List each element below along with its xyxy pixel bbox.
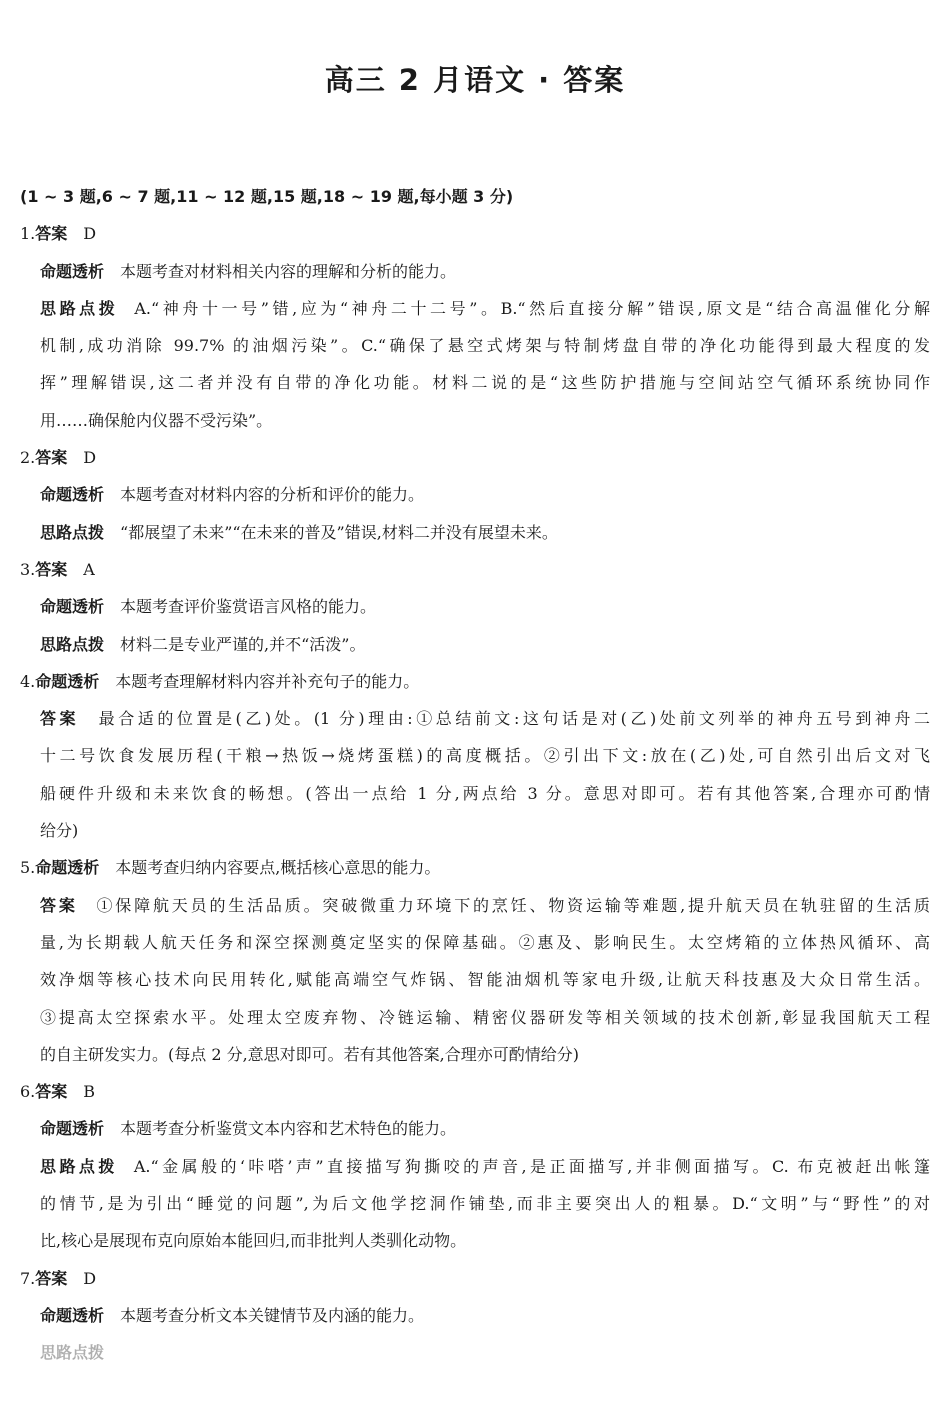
q1-answer-label: 答案: [35, 224, 68, 244]
q7-hint-cutoff: [20, 1334, 930, 1363]
q5-answer-line-5: 的自主研发实力。(每点 2 分,意思对即可。若有其他答案,合理亦可酌情给分): [40, 1044, 580, 1064]
q6-number: 6.: [20, 1082, 36, 1102]
q4-number: 4.: [20, 671, 36, 691]
q7-answer-value: D: [83, 1268, 97, 1288]
q7-hint-label: 思路点拨: [40, 1343, 105, 1363]
q2-analysis-row: [20, 476, 930, 513]
q3-analysis-row: [20, 588, 930, 625]
q2-hint-row: [20, 514, 930, 551]
q1-analysis-row: [20, 253, 930, 290]
q6-answer-value: B: [83, 1082, 96, 1102]
q7-number: 7.: [20, 1268, 36, 1288]
q3-analysis-text: 本题考查评价鉴赏语言风格的能力。: [120, 597, 377, 617]
q7-analysis-text: 本题考查分析文本关键情节及内涵的能力。: [120, 1305, 425, 1325]
q1-analysis-text: 本题考查对材料相关内容的理解和分析的能力。: [120, 261, 457, 281]
q1-hint-line-3: 挥”理解错误,这二者并没有自带的净化功能。材料二说的是“这些防护措施与空间站空气循环系统协同作: [40, 373, 930, 393]
q4-answer-line-2: 十二号饮食发展历程(干粮→热饭→烧烤蛋糕)的高度概括。②引出下文:放在(乙)处,可自然引出后文对飞: [40, 746, 930, 766]
q4-analysis-label: 命题透析: [35, 671, 100, 691]
q2-analysis-text: 本题考查对材料内容的分析和评价的能力。: [120, 485, 425, 505]
q5-number: 5.: [20, 858, 36, 878]
q3-hint-label: 思路点拨: [40, 634, 105, 654]
q7-analysis-label: 命题透析: [40, 1305, 105, 1325]
q5-answer-line-3: 效净烟等核心技术向民用转化,赋能高端空气炸锅、智能油烟机等家电升级,让航天科技惠及大众日常生活。: [40, 970, 930, 990]
q2-hint-text: “都展望了未来”“在未来的普及”错误,材料二并没有展望未来。: [120, 522, 558, 542]
q2-hint-label: 思路点拨: [40, 522, 105, 542]
q6-hint-text-1: A.“金属般的‘咔嗒’声”直接描写狗撕咬的声音,是正面描写,并非侧面描写。C. 布克被赶出帐篷: [133, 1156, 930, 1176]
q2-analysis-label: 命题透析: [40, 485, 105, 505]
q7-answer-row: [20, 1260, 930, 1297]
answer-content: [20, 178, 930, 1363]
q5-answer-line-1: [20, 887, 930, 924]
q2-answer-value: D: [83, 448, 97, 468]
q4-answer-line-3: 船硬件升级和未来饮食的畅想。(答出一点给 1 分,两点给 3 分。意思对即可。若有其他答案,合理亦可酌情: [40, 783, 930, 803]
q4-answer-line-1: [20, 700, 930, 737]
q5-answer-label: 答案: [40, 895, 78, 915]
q6-answer-label: 答案: [35, 1082, 68, 1102]
q5-answer-text-1: ①保障航天员的生活品质。突破微重力环境下的烹饪、物资运输等难题,提升航天员在轨驻留的生活质: [93, 895, 930, 915]
q5-analysis-row: [20, 849, 930, 886]
scoring-note: (1 ~ 3 题,6 ~ 7 题,11 ~ 12 题,15 题,18 ~ 19 题,每小题 3 分): [20, 187, 514, 206]
q7-analysis-row: [20, 1297, 930, 1334]
q2-answer-label: 答案: [35, 448, 68, 468]
page-title: 高三 2 月语文 · 答案: [324, 63, 626, 97]
q1-hint-line-2: 机制,成功消除 99.7% 的油烟污染”。C.“确保了悬空式烤架与特制烤盘自带的净化功能得到最大程度的发: [40, 336, 930, 356]
q1-answer-row: [20, 215, 930, 252]
q3-hint-text: 材料二是专业严谨的,并不“活泼”。: [120, 634, 366, 654]
q1-hint-label: 思路点拨: [40, 298, 119, 318]
q6-hint-label: 思路点拨: [40, 1156, 118, 1176]
q4-analysis-row: [20, 663, 930, 700]
q1-hint-line-4: 用……确保舱内仪器不受污染”。: [40, 410, 273, 430]
q5-analysis-label: 命题透析: [35, 858, 100, 878]
q6-analysis-label: 命题透析: [40, 1119, 105, 1139]
q6-answer-row: [20, 1073, 930, 1110]
q5-analysis-text: 本题考查归纳内容要点,概括核心意思的能力。: [115, 858, 441, 878]
q1-number: 1.: [20, 224, 36, 244]
q4-answer-label: 答案: [40, 709, 80, 729]
q7-answer-label: 答案: [35, 1268, 68, 1288]
q4-answer-text-1: 最合适的位置是(乙)处。(1 分)理由:①总结前文:这句话是对(乙)处前文列举的神舟五号到神舟二: [95, 709, 930, 729]
q3-answer-value: A: [83, 559, 95, 579]
q5-answer-line-4: ③提高太空探索水平。处理太空废弃物、冷链运输、精密仪器研发等相关领域的技术创新,彰显我国航天工程: [40, 1007, 930, 1027]
q5-answer-line-2: 量,为长期载人航天任务和深空探测奠定坚实的保障基础。②惠及、影响民生。太空烤箱的立体热风循环、高: [40, 932, 930, 952]
q6-analysis-text: 本题考查分析鉴赏文本内容和艺术特色的能力。: [120, 1119, 457, 1139]
q6-hint-line-1: [20, 1148, 930, 1185]
q2-number: 2.: [20, 448, 36, 468]
q1-hint-line-1: [20, 290, 930, 327]
q4-analysis-text: 本题考查理解材料内容并补充句子的能力。: [115, 671, 420, 691]
q3-hint-row: [20, 626, 930, 663]
q3-number: 3.: [20, 559, 36, 579]
q6-analysis-row: [20, 1110, 930, 1147]
q1-answer-value: D: [83, 224, 97, 244]
q1-analysis-label: 命题透析: [40, 261, 105, 281]
q1-hint-text-1: A.“神舟十一号”错,应为“神舟二十二号”。B.“然后直接分解”错误,原文是“结合高温催化分解: [134, 298, 930, 318]
q4-answer-line-4: 给分): [40, 821, 79, 841]
q3-answer-label: 答案: [35, 559, 68, 579]
q3-analysis-label: 命题透析: [40, 597, 105, 617]
q3-answer-row: [20, 551, 930, 588]
q2-answer-row: [20, 439, 930, 476]
q6-hint-line-3: 比,核心是展现布克向原始本能回归,而非批判人类驯化动物。: [40, 1231, 467, 1251]
q6-hint-line-2: 的情节,是为引出“睡觉的问题”,为后文他学挖洞作铺垫,而非主要突出人的粗暴。D.“文明”与“野性”的对: [40, 1194, 930, 1214]
